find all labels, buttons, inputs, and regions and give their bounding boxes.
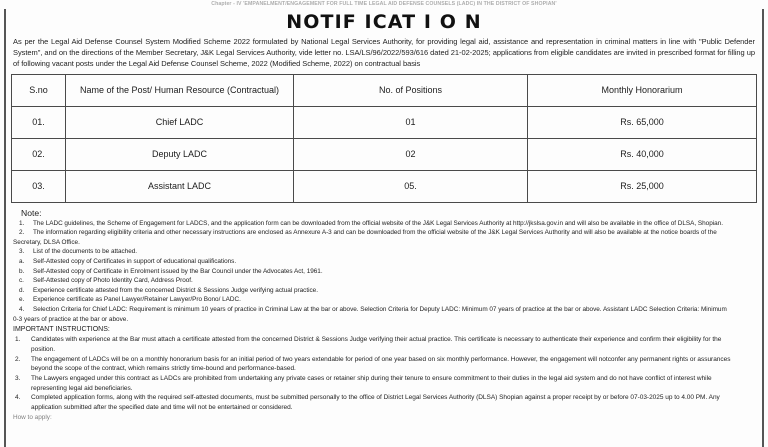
list-item	[11, 267, 757, 277]
intro-paragraph: As per the Legal Aid Defense Counsel System Modified Scheme 2022 formulated by National Legal Services Authority, for providing legal aid, assistance and representation in criminal matters in line with "Public Defender System", and on the directions of the Member Secretary, J&K Legal Services Authority, vide letter no. LSA/LS/96/2022/593/616 dated 21-02-2025; applications from eligible candidates are invited in prescribed format for filling up of following vacant posts under the Legal Aid Defense Counsel Scheme, 2022 (Modified Scheme, 2022) on contractual basis	[13, 37, 755, 69]
cell-honorarium: Rs. 65,000	[528, 106, 757, 138]
table-row	[12, 138, 757, 170]
vacant-posts-table	[11, 74, 757, 203]
table-row	[12, 106, 757, 138]
list-item-text: beyond the scope of the contract, which remains strictly time-bound and performance-based.	[31, 365, 296, 373]
cell-positions: 02	[294, 138, 528, 170]
list-item-marker: 4.	[15, 394, 21, 402]
list-item-marker: e.	[19, 296, 25, 304]
list-item-text: Self-Attested copy of Photo Identity Card, Address Proof.	[33, 277, 193, 285]
page-title: NOTIF ICAT I O N	[286, 11, 482, 33]
column-header-post: Name of the Post/ Human Resource (Contractual)	[66, 74, 294, 106]
list-item-marker: b.	[19, 267, 25, 275]
list-item	[11, 276, 757, 286]
list-item	[11, 228, 757, 238]
list-item-marker: d.	[19, 286, 25, 294]
table-row	[12, 170, 757, 202]
list-item-marker: 3.	[19, 248, 25, 256]
list-item-marker: c.	[19, 277, 24, 285]
how-to-apply-heading: How to apply:	[13, 413, 52, 421]
important-instructions-list	[11, 335, 757, 413]
list-item-text: Selection Criteria for Chief LADC: Requirement is minimum 10 years of practice in Criminal Law at the bar or above. Selection Criteria for Deputy LADC: Minimum 07 years of practice at the bar or above. Assistant LADC Selection Criteria: Minimum	[33, 305, 727, 313]
list-item-text: position.	[31, 345, 56, 353]
list-item-text: The Lawyers engaged under this contract as LADCs are prohibited from undertaking any private cases or retainer ship during their tenure to ensure commitment to their duties in the legal aid system and do not have conflict of interest while	[31, 374, 712, 382]
column-header-sno: S.no	[12, 74, 66, 106]
selection-criteria-tail: 0-3 years of practice at the bar or above.	[13, 315, 129, 323]
list-item-marker	[11, 364, 31, 374]
column-header-positions: No. of Positions	[294, 74, 528, 106]
table-header-row	[12, 74, 757, 106]
cell-honorarium: Rs. 40,000	[528, 138, 757, 170]
list-item-text: application submitted after the specified date and time will not be entertained or considered.	[31, 404, 293, 412]
notes-list	[11, 219, 757, 238]
document-chapter-header: Chapter - IV 'EMPANELMENT/ENGAGEMENT FOR FULL TIME LEGAL AID DEFENSE COUNSELS (LADC) IN THE DISTRICT OF SHOPIAN'	[211, 1, 557, 7]
important-instructions-heading: IMPORTANT INSTRUCTIONS:	[13, 326, 110, 334]
list-item-marker: 2.	[15, 355, 21, 363]
list-item-text: Self-Attested copy of Certificate in Enrolment issued by the Bar Council under the Advocates Act, 1961.	[33, 267, 323, 275]
column-header-honorarium: Monthly Honorarium	[528, 74, 757, 106]
list-item-text: representing legal aid beneficiaries.	[31, 384, 133, 392]
cell-positions: 01	[294, 106, 528, 138]
list-item-text: Experience certificate attested from the concerned District & Sessions Judge verifying actual practice.	[33, 286, 318, 294]
list-item-marker	[11, 403, 31, 413]
cell-sno: 01.	[12, 106, 66, 138]
notes-heading: Note:	[21, 207, 42, 218]
list-item	[11, 393, 757, 403]
list-item-text: Completed application forms, along with the required self-attested documents, must be submitted personally to the office of District Legal Services Authority (DLSA) Shopian against a proper receipt by or before 07-03-2025 up to 4.00 PM. Any	[31, 394, 720, 402]
list-item-marker	[11, 345, 31, 355]
list-item-marker: a.	[19, 257, 25, 265]
cell-honorarium: Rs. 25,000	[528, 170, 757, 202]
list-item	[11, 384, 757, 394]
list-item-marker: 1.	[15, 336, 21, 344]
list-item-text: Self-Attested copy of Certificates in support of educational qualifications.	[33, 257, 237, 265]
list-item-text: List of the documents to be attached.	[33, 248, 138, 256]
documents-list	[11, 247, 757, 314]
list-item-text: The engagement of LADCs will be on a monthly honorarium basis for an initial period of two years extendable for period of one year based on six monthly performance. However, the engagement will notconfer any permanent rights or assurances	[31, 355, 731, 363]
list-item-marker	[11, 384, 31, 394]
list-item	[11, 257, 757, 267]
list-item-marker: 3.	[15, 374, 21, 382]
list-item	[11, 305, 757, 315]
list-item-marker: 2.	[19, 229, 25, 237]
cell-sno: 02.	[12, 138, 66, 170]
list-item-text: Candidates with experience at the Bar must attach a certificate attested from the concerned District & Sessions Judge verifying their actual practice. This certificate is necessary to authenticate their experience and confirm their eligibility for the	[31, 336, 722, 344]
list-item-text: Experience certificate as Panel Lawyer/Retainer Lawyer/Pro Bono/ LADC.	[33, 296, 241, 304]
list-item	[11, 295, 757, 305]
list-item	[11, 345, 757, 355]
cell-post: Assistant LADC	[66, 170, 294, 202]
list-item	[11, 335, 757, 345]
list-item-marker: 1.	[19, 219, 25, 227]
list-item	[11, 355, 757, 365]
cell-post: Chief LADC	[66, 106, 294, 138]
list-item-marker: 4.	[19, 305, 25, 313]
list-item-text: The information regarding eligibility criteria and other necessary instructions are enclosed as Annexure A-3 and can be downloaded from the official website of the J&K Legal Services Authority and will also be available at the notice boards of the	[33, 229, 717, 237]
cell-sno: 03.	[12, 170, 66, 202]
document-sheet	[4, 9, 764, 447]
cell-post: Deputy LADC	[66, 138, 294, 170]
notes-continuation-text: Secretary, DLSA Office.	[13, 238, 80, 246]
list-item-text: The LADC guidelines, the Scheme of Engagement for LADCS, and the application form can be downloaded from the official website of the J&K Legal Services Authority at http://jkslsa.gov.in and will also be available in the office of DLSA, Shopian.	[33, 219, 723, 227]
list-item	[11, 364, 757, 374]
list-item	[11, 374, 757, 384]
cell-positions: 05.	[294, 170, 528, 202]
list-item	[11, 219, 757, 229]
list-item	[11, 286, 757, 296]
list-item	[11, 247, 757, 257]
list-item	[11, 403, 757, 413]
